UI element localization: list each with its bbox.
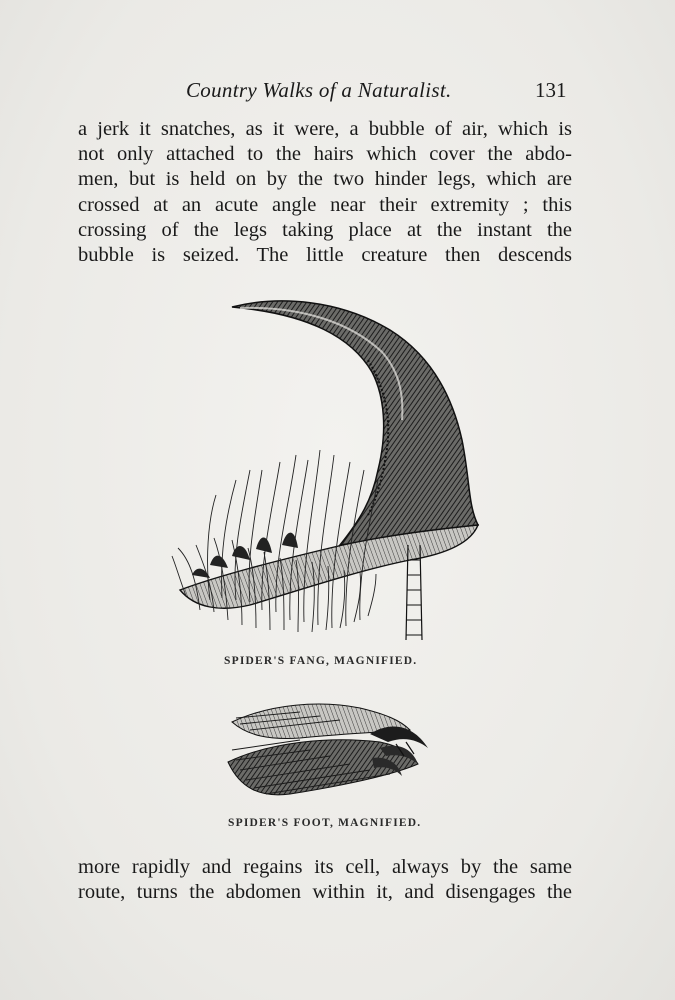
figure-spider-foot bbox=[0, 690, 675, 835]
spider-foot-illustration bbox=[0, 690, 675, 835]
paragraph-bottom bbox=[78, 855, 572, 905]
fang-caption: SPIDER'S FANG, MAGNIFIED. bbox=[224, 655, 418, 667]
page-number: 131 bbox=[535, 78, 567, 102]
text-line: route, turns the abdomen within it, and disengages the bbox=[78, 881, 572, 904]
text-line: crossing of the legs taking place at the instant the bbox=[78, 218, 572, 241]
text-line: crossed at an acute angle near their extremity ; this bbox=[78, 193, 572, 216]
foot-caption: SPIDER'S FOOT, MAGNIFIED. bbox=[228, 817, 422, 829]
running-title: Country Walks of a Naturalist. bbox=[186, 78, 452, 102]
text-line: men, but is held on by the two hinder legs, which are bbox=[78, 168, 572, 191]
text-line: a jerk it snatches, as it were, a bubble of air, which is bbox=[78, 118, 572, 140]
text-line: more rapidly and regains its cell, always by the same bbox=[78, 856, 572, 878]
text-line: not only attached to the hairs which cover the abdo- bbox=[78, 143, 572, 166]
text-line: bubble is seized. The little creature then descends bbox=[78, 244, 572, 267]
